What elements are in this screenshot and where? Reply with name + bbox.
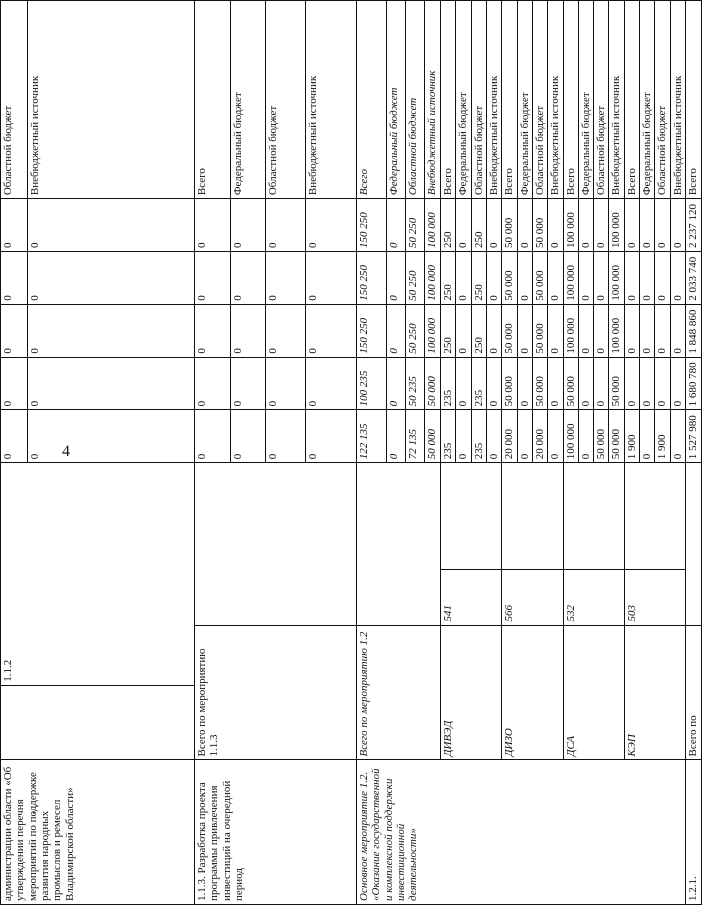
value-cell: 0 [624,251,639,304]
page-number: 4 [62,443,70,460]
value-cell: 1 680 780 [686,357,702,410]
value-cell: 1 527 980 [686,410,702,463]
value-cell: 0 [231,251,266,304]
value-cell: 20 000 [532,410,547,463]
value-cell: 0 [28,199,195,252]
funding-source-cell: Федеральный бюджет [517,1,532,199]
value-cell: 1 848 860 [686,304,702,357]
table-row [195,1,231,905]
value-cell: 100 000 [563,410,578,463]
value-cell: 0 [670,251,685,304]
value-cell: 150 250 [357,251,387,304]
value-cell: 122 135 [357,410,387,463]
funding-source-cell: Внебюджетный источник [609,1,624,199]
value-cell: 1 900 [655,410,670,463]
value-cell: 50 000 [502,304,517,357]
value-cell: 0 [387,199,406,252]
funding-source-cell: Внебюджетный источник [486,1,501,199]
value-cell: 0 [266,410,306,463]
code-cell: 541 [441,569,502,625]
value-cell: 0 [306,357,357,410]
value-cell: 0 [640,357,655,410]
funding-source-cell: Всего [502,1,517,199]
value-cell: 0 [548,199,563,252]
value-cell: 235 [441,357,456,410]
value-cell: 235 [471,410,486,463]
funding-source-cell: Всего [441,1,456,199]
executor-cell [1,685,195,760]
value-cell: 0 [1,251,28,304]
code-cell: 566 [502,569,563,625]
funding-source-cell: Областной бюджет [266,1,306,199]
executor-cell: ДИВЭД [441,625,502,760]
value-cell: 50 000 [609,410,624,463]
value-cell: 0 [456,304,471,357]
funding-source-cell: Областной бюджет [655,1,670,199]
value-cell: 0 [28,357,195,410]
value-cell: 0 [517,357,532,410]
value-cell: 100 000 [609,304,624,357]
funding-source-cell: Федеральный бюджет [456,1,471,199]
value-cell: 50 000 [502,251,517,304]
measure-name-cell: 1.2.1. [686,760,702,905]
value-cell: 0 [517,304,532,357]
funding-source-cell: Всего [195,1,231,199]
value-cell: 0 [1,410,28,463]
value-cell: 0 [655,304,670,357]
value-cell: 0 [195,357,231,410]
funding-source-cell: Внебюджетный источник [670,1,685,199]
table-row [357,1,387,905]
item-code-cell [357,463,441,625]
value-cell: 50 000 [425,357,441,410]
measure-name-cell: 1.1.3. Разработка проекта программы привлечения инвестиций на очередной период [195,760,357,905]
value-cell: 250 [471,304,486,357]
value-cell: 0 [306,199,357,252]
value-cell: 0 [266,357,306,410]
value-cell: 0 [231,357,266,410]
value-cell: 0 [578,410,593,463]
blank-cell [563,463,624,569]
value-cell: 0 [640,199,655,252]
table-row [686,1,702,905]
value-cell: 0 [195,304,231,357]
measure-name-cell: Основное мероприятие 1.2. «Оказание государственной и комплексной поддержки инвестиционной деятельности» [357,760,686,905]
value-cell: 1 900 [624,410,639,463]
value-cell: 0 [624,199,639,252]
funding-source-cell: Федеральный бюджет [578,1,593,199]
value-cell: 0 [640,410,655,463]
value-cell: 50 000 [502,357,517,410]
value-cell: 0 [387,410,406,463]
value-cell: 0 [195,199,231,252]
value-cell: 0 [231,199,266,252]
value-cell: 0 [517,199,532,252]
value-cell: 0 [456,199,471,252]
value-cell: 100 000 [563,251,578,304]
executor-cell: ДСА [563,625,624,760]
value-cell: 0 [195,410,231,463]
funding-source-cell: Внебюджетный источник [548,1,563,199]
value-cell: 2 237 120 [686,199,702,252]
value-cell: 0 [486,410,501,463]
value-cell: 72 135 [406,410,425,463]
funding-source-cell: Внебюджетный источник [306,1,357,199]
value-cell: 0 [486,251,501,304]
value-cell: 50 000 [425,410,441,463]
value-cell: 150 250 [357,199,387,252]
value-cell: 100 000 [425,251,441,304]
item-code-cell: 1.1.2 [1,463,195,685]
executor-cell: ДИЗО [502,625,563,760]
value-cell: 0 [548,304,563,357]
value-cell: 0 [517,410,532,463]
funding-source-cell: Федеральный бюджет [640,1,655,199]
value-cell: 0 [624,304,639,357]
value-cell: 0 [640,304,655,357]
value-cell: 50 000 [502,199,517,252]
value-cell: 0 [387,251,406,304]
value-cell: 235 [441,410,456,463]
measure-name-cell: администрации области «Об утверждении перечня мероприятий по поддержке развития народных промыслов и ремесел Владимирской области» [1,760,195,905]
value-cell: 0 [231,410,266,463]
total-label-cell: Всего по [686,625,702,760]
value-cell: 0 [1,199,28,252]
value-cell: 0 [306,410,357,463]
value-cell: 2 033 740 [686,251,702,304]
value-cell: 0 [670,357,685,410]
funding-source-cell: Всего [624,1,639,199]
value-cell: 0 [548,410,563,463]
funding-source-cell: Областной бюджет [471,1,486,199]
value-cell: 235 [471,357,486,410]
value-cell: 0 [486,304,501,357]
value-cell: 100 000 [563,199,578,252]
value-cell: 0 [578,357,593,410]
blank-cell [624,463,685,569]
value-cell: 250 [471,199,486,252]
value-cell: 50 000 [532,357,547,410]
value-cell: 0 [670,410,685,463]
value-cell: 50 235 [406,357,425,410]
value-cell: 250 [471,251,486,304]
funding-source-cell: Областной бюджет [406,1,425,199]
value-cell: 0 [486,199,501,252]
value-cell: 0 [195,251,231,304]
value-cell: 0 [1,304,28,357]
value-cell: 50 000 [532,304,547,357]
value-cell: 0 [655,199,670,252]
value-cell: 0 [578,251,593,304]
table-row [1,1,28,905]
value-cell: 50 000 [609,357,624,410]
value-cell: 0 [266,304,306,357]
executor-cell: КЭП [624,625,685,760]
value-cell: 0 [387,304,406,357]
total-label-cell: Всего по мероприятию 1.1.3 [195,625,357,760]
funding-source-cell: Внебюджетный источник [425,1,441,199]
funding-source-cell: Областной бюджет [1,1,28,199]
value-cell: 0 [456,357,471,410]
value-cell: 50 250 [406,251,425,304]
value-cell: 250 [441,251,456,304]
value-cell: 0 [594,304,609,357]
value-cell: 0 [640,251,655,304]
funding-source-cell: Всего [686,1,702,199]
value-cell: 100 000 [609,251,624,304]
value-cell: 0 [1,357,28,410]
value-cell: 0 [456,251,471,304]
value-cell: 0 [306,251,357,304]
funding-source-cell: Всего [563,1,578,199]
value-cell: 0 [266,199,306,252]
value-cell: 0 [231,304,266,357]
value-cell: 0 [655,357,670,410]
value-cell: 100 000 [425,304,441,357]
value-cell: 0 [548,357,563,410]
value-cell: 0 [578,199,593,252]
value-cell: 250 [441,304,456,357]
value-cell: 50 000 [563,357,578,410]
value-cell: 0 [624,357,639,410]
value-cell: 50 000 [594,410,609,463]
value-cell: 250 [441,199,456,252]
value-cell: 0 [28,251,195,304]
code-cell: 503 [624,569,685,625]
value-cell: 0 [266,251,306,304]
funding-source-cell: Областной бюджет [594,1,609,199]
value-cell: 0 [594,357,609,410]
value-cell: 50 250 [406,199,425,252]
blank-cell [502,463,563,569]
code-cell: 532 [563,569,624,625]
value-cell: 0 [670,199,685,252]
value-cell: 0 [486,357,501,410]
value-cell: 0 [594,251,609,304]
funding-source-cell: Федеральный бюджет [231,1,266,199]
item-code-cell [195,463,357,625]
value-cell: 100 000 [609,199,624,252]
value-cell: 150 250 [357,304,387,357]
funding-source-cell: Областной бюджет [532,1,547,199]
value-cell: 100 000 [425,199,441,252]
value-cell: 100 000 [563,304,578,357]
total-label-cell: Всего по мероприятию 1.2 [357,625,441,760]
value-cell: 20 000 [502,410,517,463]
value-cell: 0 [456,410,471,463]
value-cell: 0 [578,304,593,357]
value-cell: 0 [548,251,563,304]
value-cell: 50 000 [532,199,547,252]
value-cell: 0 [670,304,685,357]
funding-source-cell: Всего [357,1,387,199]
value-cell: 100 235 [357,357,387,410]
value-cell: 0 [517,251,532,304]
value-cell: 0 [655,251,670,304]
value-cell: 0 [306,304,357,357]
funding-source-cell: Внебюджетный источник [28,1,195,199]
value-cell: 50 000 [532,251,547,304]
value-cell: 50 250 [406,304,425,357]
value-cell: 0 [28,410,195,463]
value-cell: 0 [387,357,406,410]
funding-source-cell: Федеральный бюджет [387,1,406,199]
value-cell: 0 [594,199,609,252]
value-cell: 0 [28,304,195,357]
blank-cell [441,463,502,569]
item-code-cell [686,463,702,625]
